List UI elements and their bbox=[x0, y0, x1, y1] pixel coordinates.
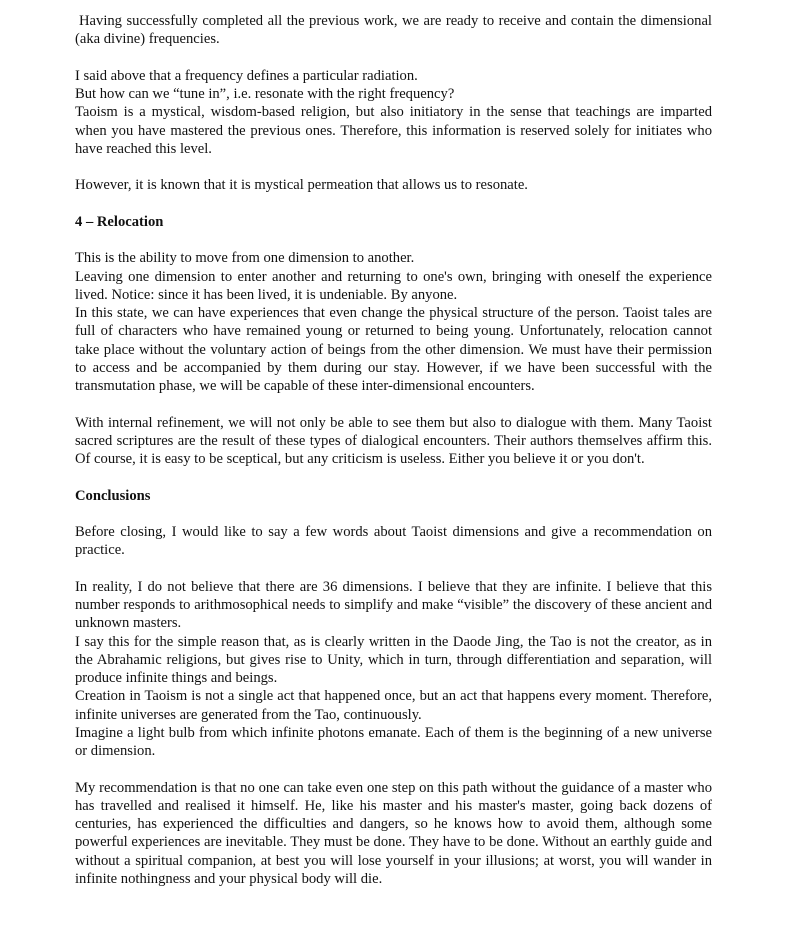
paragraph-frequency-line-2: But how can we “tune in”, i.e. resonate with the right frequency? bbox=[75, 86, 455, 102]
paragraph-gap bbox=[75, 560, 712, 578]
paragraph-infinite-dimensions: In reality, I do not believe that there are 36 dimensions. I believe that they are infinite. I believe that this number responds to arithmosophical needs to simplify and make “visible” the discovery of these ancient and unknown masters. bbox=[75, 578, 712, 632]
paragraph-light-bulb: Imagine a light bulb from which infinite photons emanate. Each of them is the beginning of a new universe or dimension. bbox=[75, 724, 712, 759]
paragraph-gap bbox=[75, 158, 712, 176]
paragraph-mystical-permeation: However, it is known that it is mystical permeation that allows us to resonate. bbox=[75, 177, 528, 194]
paragraph-daode-jing: I say this for the simple reason that, as is clearly written in the Daode Jing, the Tao is not the creator, as in the Abrahamic religions, but gives rise to Unity, which in turn, through differentiation and separation, will produce infinite things and beings. bbox=[75, 633, 712, 686]
paragraph-taoism-initiatory: Taoism is a mystical, wisdom-based religion, but also initiatory in the sense that teachings are imparted when you have mastered the previous ones. Therefore, this information is reserved solely for initiates who have reached this level. bbox=[75, 104, 712, 157]
paragraph-before-closing: Before closing, I would like to say a few words about Taoist dimensions and give a recommendation on practice. bbox=[75, 524, 712, 559]
paragraph-recommendation: My recommendation is that no one can take even one step on this path without the guidance of a master who has travelled and realised it himself. He, like his master and his master's master, going back dozens of centuries, has experienced the difficulties and dangers, so he knows how to avoid them, although some powerful experiences are inevitable. They must be done. They have to be done. Without an earthly guide and without a spiritual companion, at best you will lose yourself in your illusions; at worst, you will wander in infinite nothingness and your physical body will die. bbox=[75, 779, 712, 887]
paragraph-frequency-line-1: I said above that a frequency defines a particular radiation. bbox=[75, 67, 418, 84]
section-heading-relocation: 4 – Relocation bbox=[75, 213, 164, 230]
paragraph-gap bbox=[75, 395, 712, 413]
paragraph-internal-refinement: With internal refinement, we will not only be able to see them but also to dialogue with them. Many Taoist sacred scriptures are the result of these types of dialogical encounters. Their authors themselves affirm this. Of course, it is easy to be sceptical, but any criticism is useless. Either you believe it or you don't. bbox=[75, 414, 712, 467]
paragraph-gap bbox=[75, 505, 712, 523]
paragraph-relocation-definition: This is the ability to move from one dimension to another. bbox=[75, 250, 415, 267]
paragraph-gap bbox=[75, 760, 712, 778]
section-heading-conclusions: Conclusions bbox=[75, 487, 151, 504]
paragraph-gap bbox=[75, 468, 712, 486]
paragraph-relocation-state: In this state, we can have experiences that even change the physical structure of the person. Taoist tales are full of characters who have remained young or returned to being young. Unfortunately, relocation cannot take place without the voluntary action of beings from the other dimension. We must have their permission to access and be accompanied by them during our stay. However, if we have been successful with the transmutation phase, we will be capable of these inter-dimensional encounters. bbox=[75, 305, 712, 394]
document-page bbox=[75, 12, 712, 888]
paragraph-creation-in-taoism: Creation in Taoism is not a single act that happened once, but an act that happens every moment. Therefore, infinite universes are generated from the Tao, continuously. bbox=[75, 688, 712, 723]
paragraph-dimensional-frequencies: Having successfully completed all the previous work, we are ready to receive and contain the dimensional (aka divine) frequencies. bbox=[75, 13, 712, 48]
paragraph-gap bbox=[75, 231, 712, 249]
paragraph-gap bbox=[75, 49, 712, 67]
paragraph-relocation-experience: Leaving one dimension to enter another and returning to one's own, bringing with oneself the experience lived. Notice: since it has been lived, it is undeniable. By anyone. bbox=[75, 268, 712, 303]
paragraph-gap bbox=[75, 195, 712, 213]
